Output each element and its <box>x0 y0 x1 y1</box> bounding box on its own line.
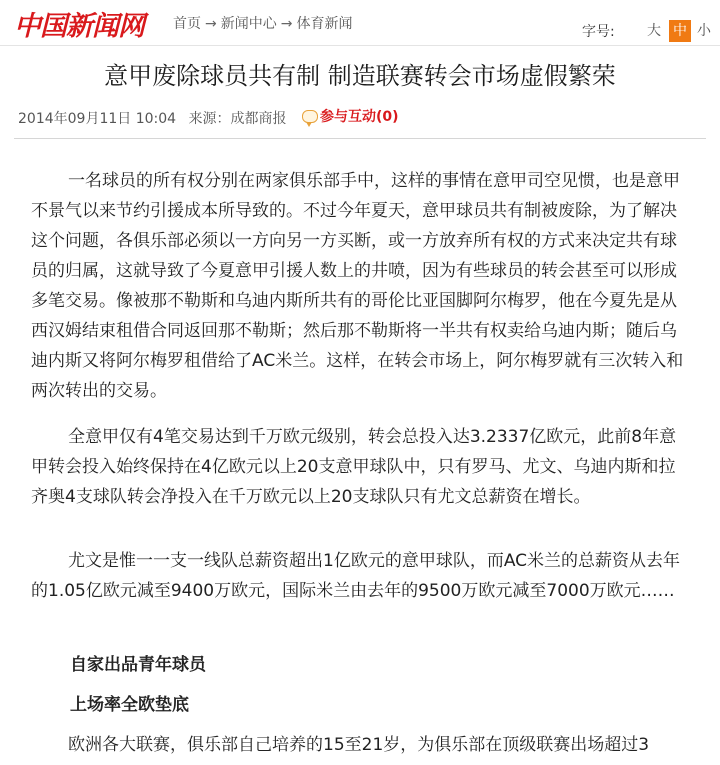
article-title: 意甲废除球员共有制 制造联赛转会市场虚假繁荣 <box>104 62 616 90</box>
site-logo[interactable]: 中国新闻网 <box>14 11 144 42</box>
interact-label: 参与互动(0) <box>320 109 399 125</box>
font-size-label: 字号: <box>582 24 615 40</box>
divider <box>14 138 706 139</box>
article-paragraph: 尤文是惟一一支一线队总薪资超出1亿欧元的意甲球队，而AC米兰的总薪资从去年的1.05亿欧元减至9400万欧元，国际米兰由去年的9500万欧元减至7000万欧元…… <box>31 551 681 601</box>
article-paragraph: 全意甲仅有4笔交易达到千万欧元级别，转会总投入达3.2337亿欧元，此前8年意甲转会投入始终保持在4亿欧元以上20支意甲球队中，只有罗马、尤文、乌迪内斯和拉齐奥4支球队转会净投入在千万欧元以上20支球队只有尤文总薪资在增长。 <box>31 427 677 507</box>
breadcrumb-home[interactable]: 首页 <box>173 16 201 32</box>
section-heading: 上场率全欧垫底 <box>70 695 189 715</box>
breadcrumb-arrow-icon: → <box>280 16 293 32</box>
site-header <box>0 0 720 46</box>
article-paragraph: 一名球员的所有权分别在两家俱乐部手中，这样的事情在意甲司空见惯，也是意甲不景气以来节约引援成本所导致的。不过今年夏天，意甲球员共有制被废除，为了解决这个问题，各俱乐部必须以一方向另一方买断，或一方放弃所有权的方式来决定共有球员的归属，这就导致了今夏意甲引援人数上的井喷，因为有些球员的转会甚至可以形成多笔交易。像被那不勒斯和乌迪内斯所共有的哥伦比亚国脚阿尔梅罗，他在今夏先是从西汉姆结束租借合同返回那不勒斯；然后那不勒斯将一半共有权卖给乌迪内斯；随后乌迪内斯又将阿尔梅罗租借给了AC米兰。这样，在转会市场上，阿尔梅罗就有三次转入和两次转出的交易。 <box>31 171 684 401</box>
font-size-large-button[interactable]: 大 <box>647 23 661 39</box>
font-size-small-button[interactable]: 小 <box>697 23 711 39</box>
comment-bubble-icon <box>302 110 318 123</box>
breadcrumb-sports-news[interactable]: 体育新闻 <box>296 16 353 32</box>
article-meta <box>18 108 295 128</box>
article-source: 来源：成都商报 <box>188 111 287 127</box>
article-paragraph: 欧洲各大联赛，俱乐部自己培养的15至21岁，为俱乐部在顶级联赛出场超过3 <box>68 735 650 755</box>
article-date: 2014年09月11日 10:04 <box>18 111 177 127</box>
font-size-medium-button[interactable]: 中 <box>669 20 691 42</box>
breadcrumb-arrow-icon: → <box>205 16 217 32</box>
section-heading: 自家出品青年球员 <box>70 655 206 675</box>
interact-link[interactable] <box>302 106 399 126</box>
breadcrumb <box>173 13 352 33</box>
breadcrumb-news-center[interactable]: 新闻中心 <box>220 16 277 32</box>
